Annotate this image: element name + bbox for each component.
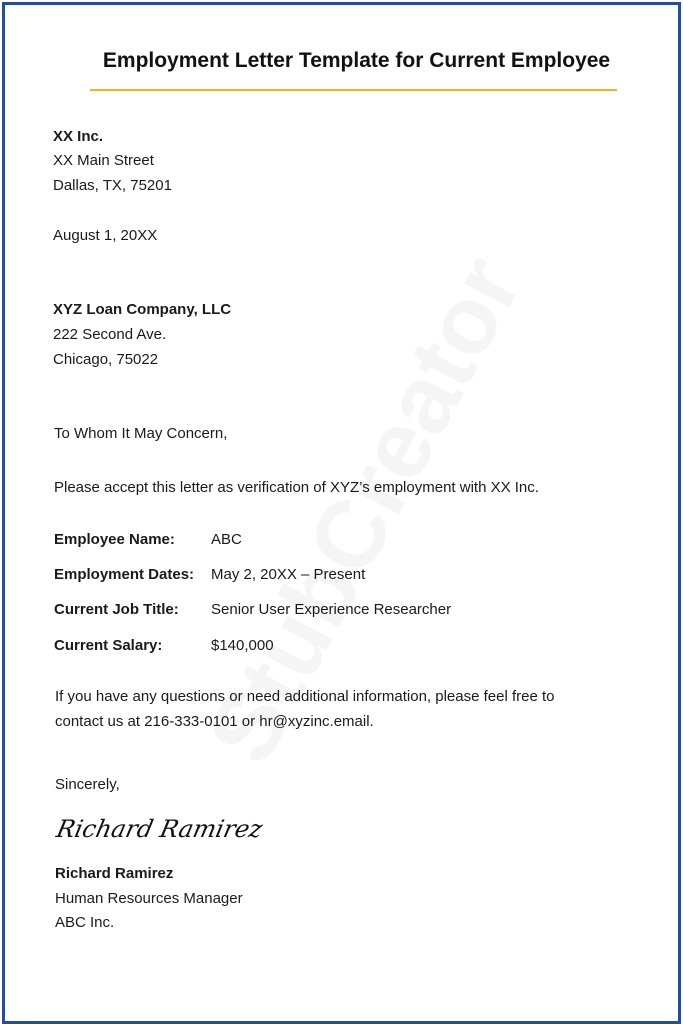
contact-line-1: If you have any questions or need additional information, please feel free to — [55, 688, 555, 705]
letter-page — [2, 2, 681, 1024]
handwritten-signature: Richard Ramirez — [54, 815, 266, 843]
signer-role: Human Resources Manager — [55, 890, 243, 907]
signer-name: Richard Ramirez — [55, 865, 174, 882]
detail-value-salary: $140,000 — [211, 637, 274, 654]
recipient-street: 222 Second Ave. — [53, 326, 167, 343]
detail-label-job-title: Current Job Title: — [54, 601, 179, 618]
intro-paragraph: Please accept this letter as verification of XYZ’s employment with XX Inc. — [54, 479, 539, 496]
sender-street: XX Main Street — [53, 152, 154, 169]
recipient-company: XYZ Loan Company, LLC — [53, 301, 232, 318]
page-title: Employment Letter Template for Current Employee — [102, 49, 611, 72]
letter-date: August 1, 20XX — [53, 227, 158, 244]
title-underline — [90, 89, 617, 91]
recipient-city: Chicago, 75022 — [53, 351, 159, 368]
detail-value-job-title: Senior User Experience Researcher — [211, 601, 452, 618]
signer-company: ABC Inc. — [55, 914, 115, 931]
sender-city: Dallas, TX, 75201 — [53, 177, 172, 194]
detail-label-salary: Current Salary: — [54, 637, 163, 654]
detail-label-employment-dates: Employment Dates: — [54, 566, 195, 583]
closing: Sincerely, — [55, 776, 120, 793]
salutation: To Whom It May Concern, — [54, 425, 228, 442]
detail-value-employment-dates: May 2, 20XX – Present — [211, 566, 366, 583]
contact-line-2: contact us at 216-333-0101 or hr@xyzinc.email. — [55, 713, 374, 730]
detail-value-employee-name: ABC — [211, 531, 242, 548]
detail-label-employee-name: Employee Name: — [54, 531, 175, 548]
sender-company: XX Inc. — [53, 128, 104, 145]
